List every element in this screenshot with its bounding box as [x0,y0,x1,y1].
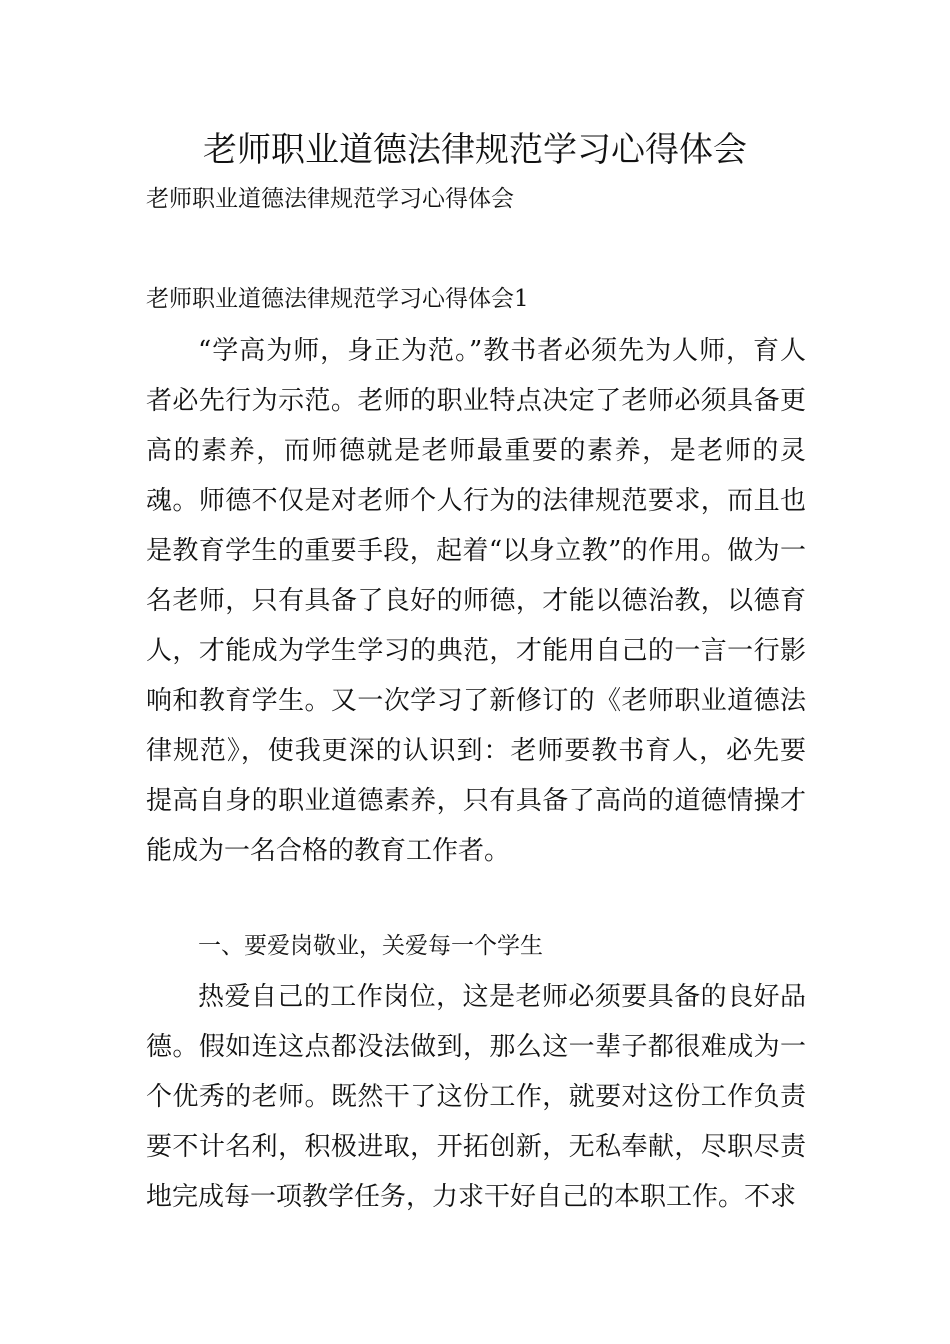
document-title: 老师职业道德法律规范学习心得体会 [203,130,747,170]
section-title: 老师职业道德法律规范学习心得体会1 [146,286,529,312]
paragraph-intro: “学高为师，身正为范。”教书者必须先为人师，育人者必先行为示范。老师的职业特点决定了老师必须具备更高的素养，而师德就是老师最重要的素养，是老师的灵魂。师德不仅是对老师个人行为的法律规范要求，而且也是教育学生的重要手段，起着“以身立教”的作用。做为一名老师，只有具备了良好的师德，才能以德治教，以德育人，才能成为学生学习的典范，才能用自己的一言一行影响和教育学生。又一次学习了新修订的《老师职业道德法律规范》，使我更深的认识到：老师要教书育人，必先要提高自身的职业道德素养，只有具备了高尚的道德情操才能成为一名合格的教育工作者。 [146,336,806,866]
heading-love-job: 一、要爱岗敬业，关爱每一个学生 [198,933,543,959]
paragraph-love-job: 热爱自己的工作岗位，这是老师必须要具备的良好品德。假如连这点都没法做到，那么这一辈子都很难成为一个优秀的老师。既然干了这份工作，就要对这份工作负责要不计名利，积极进取，开拓创新，无私奉献，尽职尽责地完成每一项教学任务，力求干好自己的本职工作。不求 [146,982,806,1212]
document-subtitle: 老师职业道德法律规范学习心得体会 [146,186,514,212]
